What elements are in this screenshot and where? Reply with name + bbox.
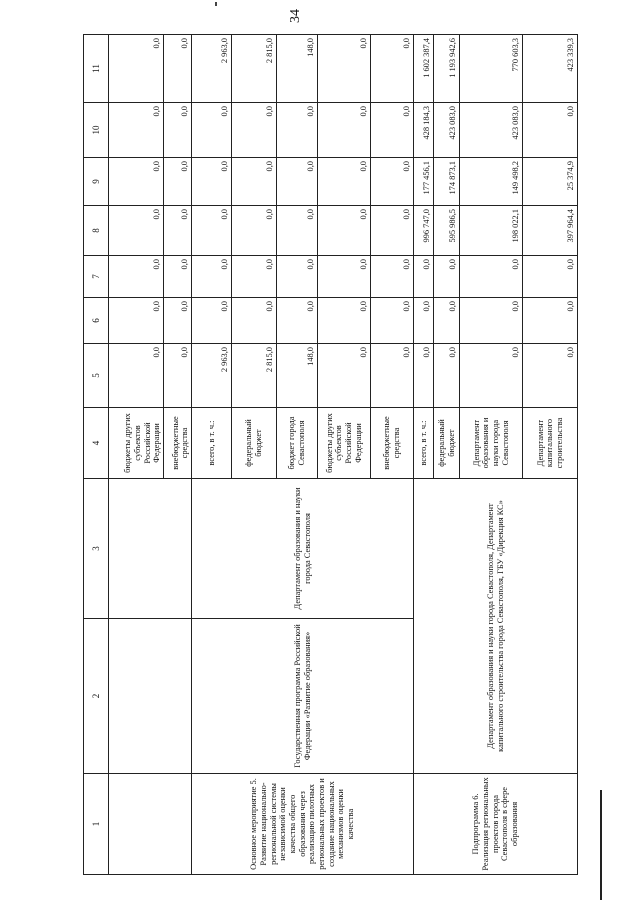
rotated-table-area (83, 35, 574, 875)
value-cell: 0,0 (164, 256, 192, 298)
value-cell: 2 815,0 (232, 35, 277, 103)
value-cell: 0,0 (414, 256, 434, 298)
value-cell: 0,0 (523, 256, 578, 298)
value-cell: 148,0 (277, 344, 318, 408)
value-cell: 198 022,1 (460, 206, 523, 256)
header-cell: 8 (84, 206, 109, 256)
value-cell: 0,0 (192, 256, 232, 298)
header-cell: 3 (84, 479, 109, 619)
executor: Департамент образования и науки города Севастополя (192, 479, 414, 619)
value-cell: 0,0 (109, 35, 164, 103)
value-cell: 0,0 (371, 298, 414, 344)
value-cell: 0,0 (192, 158, 232, 206)
value-cell: 0,0 (277, 206, 318, 256)
value-cell: 0,0 (318, 256, 371, 298)
value-cell: 0,0 (277, 103, 318, 158)
value-cell: 148,0 (277, 35, 318, 103)
empty-cell (109, 479, 192, 619)
value-cell: 0,0 (109, 158, 164, 206)
value-cell: 0,0 (371, 103, 414, 158)
value-cell: 0,0 (318, 206, 371, 256)
funding-source: бюджет города Севастополя (277, 408, 318, 479)
funding-source: бюджеты других субъектов Российской Федерации (109, 408, 164, 479)
value-cell: 0,0 (371, 344, 414, 408)
value-cell: 0,0 (318, 298, 371, 344)
value-cell: 0,0 (434, 256, 460, 298)
value-cell: 0,0 (318, 35, 371, 103)
value-cell: 423 083,0 (460, 103, 523, 158)
value-cell: 0,0 (232, 298, 277, 344)
table-sheet (83, 35, 574, 875)
value-cell: 0,0 (523, 103, 578, 158)
value-cell: 0,0 (277, 298, 318, 344)
value-cell: 0,0 (434, 344, 460, 408)
measure-name: Основное мероприятие 5. Развитие национально-региональной системы независимой оценки качества общего образования через реализацию пилотных региональных проектов и создание национальных механизмов оценки качества (192, 774, 414, 875)
table-row (109, 35, 164, 875)
value-cell: 0,0 (232, 158, 277, 206)
header-cell: 5 (84, 344, 109, 408)
value-cell: 0,0 (318, 344, 371, 408)
funding-source: всего, в т. ч.: (192, 408, 232, 479)
value-cell: 177 456,1 (414, 158, 434, 206)
value-cell: 0,0 (164, 35, 192, 103)
program-name: Государственная программа Российской Федерации «Развитие образования» (192, 619, 414, 774)
financing-table (83, 34, 578, 875)
value-cell: 423 083,0 (434, 103, 460, 158)
header-cell: 7 (84, 256, 109, 298)
table-row (414, 35, 434, 875)
empty-cell (109, 774, 192, 875)
funding-source: бюджеты других субъектов Российской Федерации (318, 408, 371, 479)
header-cell: 9 (84, 158, 109, 206)
value-cell: 0,0 (371, 35, 414, 103)
subprogram-name: Подпрограмма 6. Реализация региональных проектов города Севастополя в сфере образования (414, 774, 578, 875)
header-row (84, 35, 109, 875)
value-cell: 2 963,0 (192, 344, 232, 408)
funding-source: внебюджетные средства (164, 408, 192, 479)
value-cell: 0,0 (277, 256, 318, 298)
value-cell: 0,0 (192, 298, 232, 344)
value-cell: 0,0 (192, 103, 232, 158)
binding-mark (600, 790, 602, 900)
value-cell: 0,0 (414, 298, 434, 344)
value-cell: 0,0 (164, 206, 192, 256)
value-cell: 0,0 (371, 158, 414, 206)
value-cell: 174 873,1 (434, 158, 460, 206)
scan-mark (215, 2, 217, 6)
value-cell: 25 374,9 (523, 158, 578, 206)
value-cell: 0,0 (109, 344, 164, 408)
value-cell: 0,0 (164, 103, 192, 158)
value-cell: 0,0 (109, 103, 164, 158)
value-cell: 0,0 (164, 344, 192, 408)
value-cell: 0,0 (109, 256, 164, 298)
funding-source: федеральный бюджет (434, 408, 460, 479)
value-cell: 0,0 (414, 344, 434, 408)
value-cell: 0,0 (164, 158, 192, 206)
value-cell: 0,0 (460, 344, 523, 408)
header-cell: 2 (84, 619, 109, 774)
value-cell: 2 815,0 (232, 344, 277, 408)
value-cell: 770 603,3 (460, 35, 523, 103)
executor: Департамент образования и науки города Севастополя, Департамент капитального строительства города Севастополя, ГБУ «Дирекция КС» (414, 479, 578, 774)
value-cell: 149 498,2 (460, 158, 523, 206)
value-cell: 0,0 (523, 344, 578, 408)
value-cell: 0,0 (192, 206, 232, 256)
value-cell: 423 339,3 (523, 35, 578, 103)
value-cell: 0,0 (318, 158, 371, 206)
page-number: 34 (288, 9, 303, 23)
value-cell: 595 986,5 (434, 206, 460, 256)
value-cell: 2 963,0 (192, 35, 232, 103)
header-cell: 11 (84, 35, 109, 103)
funding-source: федеральный бюджет (232, 408, 277, 479)
header-cell: 6 (84, 298, 109, 344)
value-cell: 0,0 (164, 298, 192, 344)
funding-source: Департамент капитального строительства (523, 408, 578, 479)
value-cell: 1 193 942,6 (434, 35, 460, 103)
value-cell: 0,0 (434, 298, 460, 344)
value-cell: 0,0 (109, 206, 164, 256)
value-cell: 0,0 (109, 298, 164, 344)
table-row (192, 35, 232, 875)
value-cell: 996 747,0 (414, 206, 434, 256)
header-cell: 1 (84, 774, 109, 875)
value-cell: 0,0 (460, 256, 523, 298)
value-cell: 0,0 (232, 103, 277, 158)
funding-source: всего, в т. ч.: (414, 408, 434, 479)
value-cell: 0,0 (232, 206, 277, 256)
value-cell: 0,0 (523, 298, 578, 344)
empty-cell (109, 619, 192, 774)
header-cell: 4 (84, 408, 109, 479)
value-cell: 0,0 (318, 103, 371, 158)
funding-source: внебюджетные средства (371, 408, 414, 479)
value-cell: 0,0 (460, 298, 523, 344)
value-cell: 0,0 (371, 206, 414, 256)
value-cell: 0,0 (371, 256, 414, 298)
value-cell: 428 184,3 (414, 103, 434, 158)
header-cell: 10 (84, 103, 109, 158)
funding-source: Департамент образования и науки города Севастополя (460, 408, 523, 479)
value-cell: 0,0 (232, 256, 277, 298)
value-cell: 397 964,4 (523, 206, 578, 256)
value-cell: 1 602 387,4 (414, 35, 434, 103)
value-cell: 0,0 (277, 158, 318, 206)
